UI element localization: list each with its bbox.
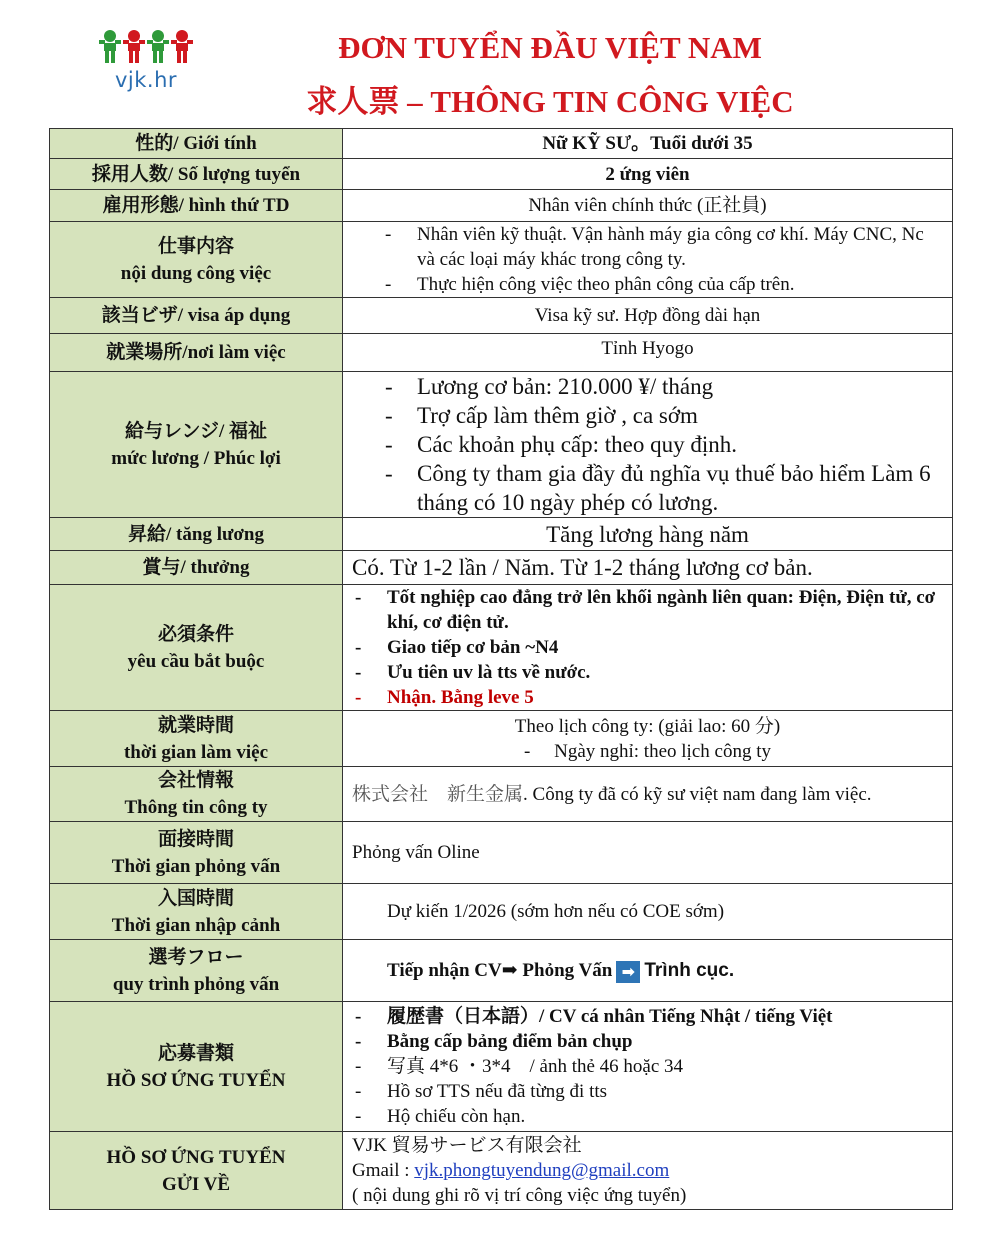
documents-value bbox=[343, 1002, 953, 1132]
company-label-vn: Thông tin công ty bbox=[124, 797, 268, 818]
flow-label bbox=[50, 940, 343, 1002]
bonus-value: Có. Từ 1-2 lần / Năm. Từ 1-2 tháng lương cơ bản. bbox=[343, 551, 953, 585]
raise-value: Tăng lương hàng năm bbox=[343, 518, 953, 551]
row-documents bbox=[50, 1002, 953, 1132]
company-value bbox=[343, 767, 953, 822]
send-label-line2: GỬI VỀ bbox=[161, 1173, 231, 1195]
raise-label: 昇給/ tăng lương bbox=[50, 518, 343, 551]
visa-value: Visa kỹ sư. Hợp đồng dài hạn bbox=[343, 298, 953, 334]
row-employment bbox=[50, 190, 953, 222]
send-gmail-line bbox=[352, 1158, 952, 1183]
flow-value bbox=[343, 940, 953, 1002]
flow-step-2: Trình cục. bbox=[644, 960, 735, 981]
list-item: - Bằng cấp bảng điểm bản chụp bbox=[343, 1029, 942, 1054]
hours-label bbox=[50, 711, 343, 767]
requirements-label bbox=[50, 585, 343, 711]
entry-time-label-jp: 入国時間 bbox=[157, 887, 234, 909]
employment-value: Nhân viên chính thức (正社員) bbox=[343, 190, 953, 222]
row-interview-time bbox=[50, 822, 953, 884]
logo-text: vjk.hr bbox=[114, 68, 178, 92]
people-logo-icon bbox=[96, 28, 196, 68]
flow-label-jp: 選考フロー bbox=[148, 946, 244, 968]
documents-label-vn: HỒ SƠ ỨNG TUYỂN bbox=[106, 1069, 286, 1091]
list-item: - Trợ cấp làm thêm giờ , ca sớm bbox=[343, 401, 942, 430]
row-send bbox=[50, 1132, 953, 1210]
list-item: - 写真 4*6 ・3*4 / ảnh thẻ 46 hoặc 34 bbox=[343, 1054, 942, 1079]
row-gender bbox=[50, 129, 953, 159]
documents-label bbox=[50, 1002, 343, 1132]
company-description: . Công ty đã có kỹ sư việt nam đang làm việc. bbox=[523, 783, 872, 805]
job-label-vn: nội dung công việc bbox=[120, 262, 272, 284]
requirements-label-jp: 必須条件 bbox=[157, 623, 234, 645]
job-value bbox=[343, 222, 953, 298]
requirement-highlight: - Nhận. Bằng leve 5 bbox=[343, 685, 942, 710]
row-salary bbox=[50, 372, 953, 518]
gmail-label: Gmail : bbox=[352, 1160, 415, 1181]
quantity-label: 採用人数/ Số lượng tuyển bbox=[50, 159, 343, 190]
arrow-right-icon: ➡ bbox=[616, 961, 640, 983]
row-flow bbox=[50, 940, 953, 1002]
list-item: - Hồ sơ TTS nếu đã từng đi tts bbox=[343, 1079, 942, 1104]
salary-value bbox=[343, 372, 953, 518]
job-info-table bbox=[49, 128, 953, 1210]
row-visa bbox=[50, 298, 953, 334]
location-label: 就業場所/nơi làm việc bbox=[50, 334, 343, 372]
documents-label-jp: 応募書類 bbox=[157, 1042, 234, 1064]
row-raise bbox=[50, 518, 953, 551]
location-value: Tỉnh Hyogo bbox=[343, 334, 953, 372]
list-item: - Công ty tham gia đầy đủ nghĩa vụ thuế bảo hiểm Làm 6 tháng có 10 ngày phép có lương. bbox=[343, 459, 942, 517]
list-item: - Hộ chiếu còn hạn. bbox=[343, 1104, 942, 1129]
interview-time-label-vn: Thời gian phỏng vấn bbox=[111, 855, 281, 877]
company-label bbox=[50, 767, 343, 822]
interview-time-label bbox=[50, 822, 343, 884]
company-label-jp: 会社情報 bbox=[157, 770, 234, 791]
flow-label-vn: quy trình phỏng vấn bbox=[112, 973, 280, 995]
quantity-value: 2 ứng viên bbox=[343, 159, 953, 190]
row-location bbox=[50, 334, 953, 372]
row-job bbox=[50, 222, 953, 298]
list-item: - 履歴書（日本語）/ CV cá nhân Tiếng Nhật / tiếng Việt bbox=[343, 1004, 942, 1029]
hours-line2: - Ngày nghỉ: theo lịch công ty bbox=[524, 740, 771, 762]
job-label-jp: 仕事内容 bbox=[157, 235, 234, 257]
row-entry-time bbox=[50, 884, 953, 940]
send-company: VJK 貿易サービス有限会社 bbox=[352, 1135, 582, 1156]
entry-time-label bbox=[50, 884, 343, 940]
list-item: - Ưu tiên uv là tts về nước. bbox=[343, 660, 942, 685]
send-label bbox=[50, 1132, 343, 1210]
send-label-line1: HỒ SƠ ỨNG TUYỂN bbox=[106, 1146, 286, 1168]
entry-time-value: Dự kiến 1/2026 (sớm hơn nếu có COE sớm) bbox=[343, 884, 953, 940]
flow-step-1: Tiếp nhận CV➡ Phỏng Vấn bbox=[387, 960, 613, 981]
hours-line1: Theo lịch công ty: (giải lao: 60 分) bbox=[514, 715, 781, 737]
row-requirements bbox=[50, 585, 953, 711]
page-subtitle: 求人票 – THÔNG TIN CÔNG VIỆC bbox=[306, 84, 794, 119]
gender-value: Nữ KỸ SƯ。Tuổi dưới 35 bbox=[343, 129, 953, 159]
gender-label: 性的/ Giới tính bbox=[50, 129, 343, 159]
list-item: - Tốt nghiệp cao đẳng trở lên khối ngành liên quan: Điện, Điện tử, cơ khí, cơ điện tử. bbox=[343, 585, 942, 635]
gmail-link[interactable]: vjk.phongtuyendung@gmail.com bbox=[414, 1160, 670, 1181]
list-item: - Giao tiếp cơ bản ~N4 bbox=[343, 635, 942, 660]
salary-label-jp: 給与レンジ/ 福祉 bbox=[124, 420, 268, 442]
list-item: - Các khoản phụ cấp: theo quy định. bbox=[343, 430, 942, 459]
send-note: ( nội dung ghi rõ vị trí công việc ứng tuyển) bbox=[352, 1185, 687, 1206]
requirements-value bbox=[343, 585, 953, 711]
hours-label-vn: thời gian làm việc bbox=[123, 741, 269, 763]
hours-label-jp: 就業時間 bbox=[157, 714, 234, 736]
page-title: ĐƠN TUYỂN ĐẦU VIỆT NAM bbox=[338, 30, 762, 65]
requirements-label-vn: yêu cầu bắt buộc bbox=[127, 650, 265, 672]
company-name-jp: 株式会社 新生金属 bbox=[352, 783, 524, 805]
visa-label: 該当ビザ/ visa áp dụng bbox=[50, 298, 343, 334]
hours-value bbox=[343, 711, 953, 767]
salary-label bbox=[50, 372, 343, 518]
list-item: - Nhân viên kỹ thuật. Vận hành máy gia công cơ khí. Máy CNC, Nc và các loại máy khác trong công ty. bbox=[343, 222, 942, 272]
entry-time-label-vn: Thời gian nhập cảnh bbox=[111, 914, 281, 936]
row-quantity bbox=[50, 159, 953, 190]
list-item: - Thực hiện công việc theo phân công của cấp trên. bbox=[343, 272, 942, 297]
row-company bbox=[50, 767, 953, 822]
interview-time-label-jp: 面接時間 bbox=[157, 828, 234, 850]
row-hours bbox=[50, 711, 953, 767]
bonus-label: 賞与/ thưởng bbox=[50, 551, 343, 585]
vjk-logo bbox=[96, 28, 196, 98]
employment-label: 雇用形態/ hình thứ TD bbox=[50, 190, 343, 222]
salary-label-vn: mức lương / Phúc lợi bbox=[111, 447, 281, 469]
job-label bbox=[50, 222, 343, 298]
row-bonus bbox=[50, 551, 953, 585]
send-value bbox=[343, 1132, 953, 1210]
list-item: - Lương cơ bản: 210.000 ¥/ tháng bbox=[343, 372, 942, 401]
interview-time-value: Phỏng vấn Oline bbox=[343, 822, 953, 884]
